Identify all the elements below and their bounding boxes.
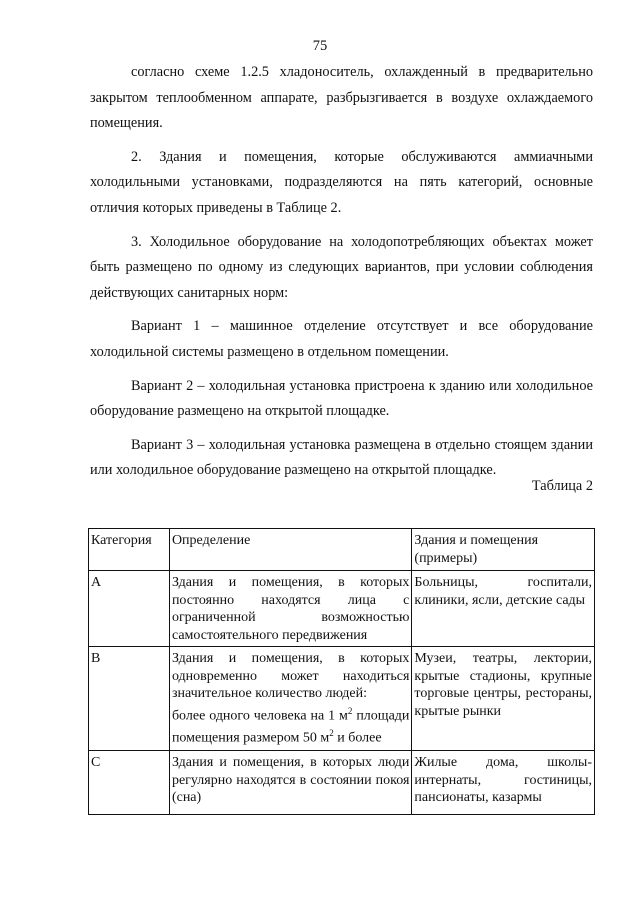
- density-text-3: и более: [333, 730, 382, 746]
- category-cell: С: [89, 751, 170, 815]
- paragraph-variant-1: Вариант 1 – машинное отделение отсутствует и все оборудование холодильной системы размещено в отдельном помещении.: [90, 318, 593, 360]
- density-superscript: 2: [347, 705, 353, 716]
- table-header-row: [89, 529, 595, 571]
- header-examples: Здания и помещения (примеры): [412, 529, 595, 571]
- body-text: [90, 60, 593, 492]
- definition-cell: [169, 647, 411, 751]
- paragraph-variant-2: Вариант 2 – холодильная установка пристроена к зданию или холодильное оборудование размещено на открытой площадке.: [90, 377, 593, 420]
- definition-cell: Здания и помещения, в которых постоянно находятся лица с ограниченной возможностью самостоятельного передвижения: [169, 571, 411, 647]
- header-category: Категория: [89, 529, 170, 571]
- paragraph-item-3: 3. Холодильное оборудование на холодопотребляющих объектах может быть размещено по одному из следующих вариантов, при условии соблюдения действующих санитарных норм:: [90, 233, 593, 301]
- table-caption: Таблица 2: [531, 478, 593, 494]
- examples-cell: Жилые дома, школы-интернаты, гостиницы, пансионаты, казармы: [412, 751, 595, 815]
- examples-cell: Больницы, госпитали, клиники, ясли, детские сады: [412, 571, 595, 647]
- definition-main: Здания и помещения, в которых одновременно может находиться значительное количество людей:: [171, 651, 410, 701]
- paragraph-variant-3: Вариант 3 – холодильная установка размещена в отдельно стоящем здании или холодильное оборудование размещено на открытой площадке.: [90, 436, 593, 479]
- density-text-1: более одного человека на 1 м: [171, 708, 348, 724]
- table-row: [89, 647, 595, 751]
- density-text-2: площади помещения размером 50 м: [171, 708, 410, 746]
- header-definition: Определение: [169, 529, 411, 571]
- table-row: [89, 751, 595, 815]
- examples-cell: Музеи, театры, лектории, крытые стадионы, крупные торговые центры, рестораны, крытые рынки: [412, 647, 595, 751]
- table-row: [89, 571, 595, 647]
- paragraph-item-2: 2. Здания и помещения, которые обслуживаются аммиачными холодильными установками, подразделяются на пять категорий, основные отличия которых приведены в Таблице 2.: [90, 148, 593, 216]
- definition-cell: Здания и помещения, в которых люди регулярно находятся в состоянии покоя (сна): [169, 751, 411, 815]
- definition-density: [172, 703, 409, 747]
- categories-table: [88, 528, 595, 815]
- page-number: 75: [312, 38, 328, 54]
- area-superscript: 2: [329, 727, 334, 738]
- paragraph-continuation: согласно схеме 1.2.5 хладоноситель, охлажденный в предварительно закрытом теплообменном аппарате, разбрызгивается в воздухе охлаждаемого помещения.: [90, 64, 593, 132]
- category-cell: А: [89, 571, 170, 647]
- category-cell: В: [89, 647, 170, 751]
